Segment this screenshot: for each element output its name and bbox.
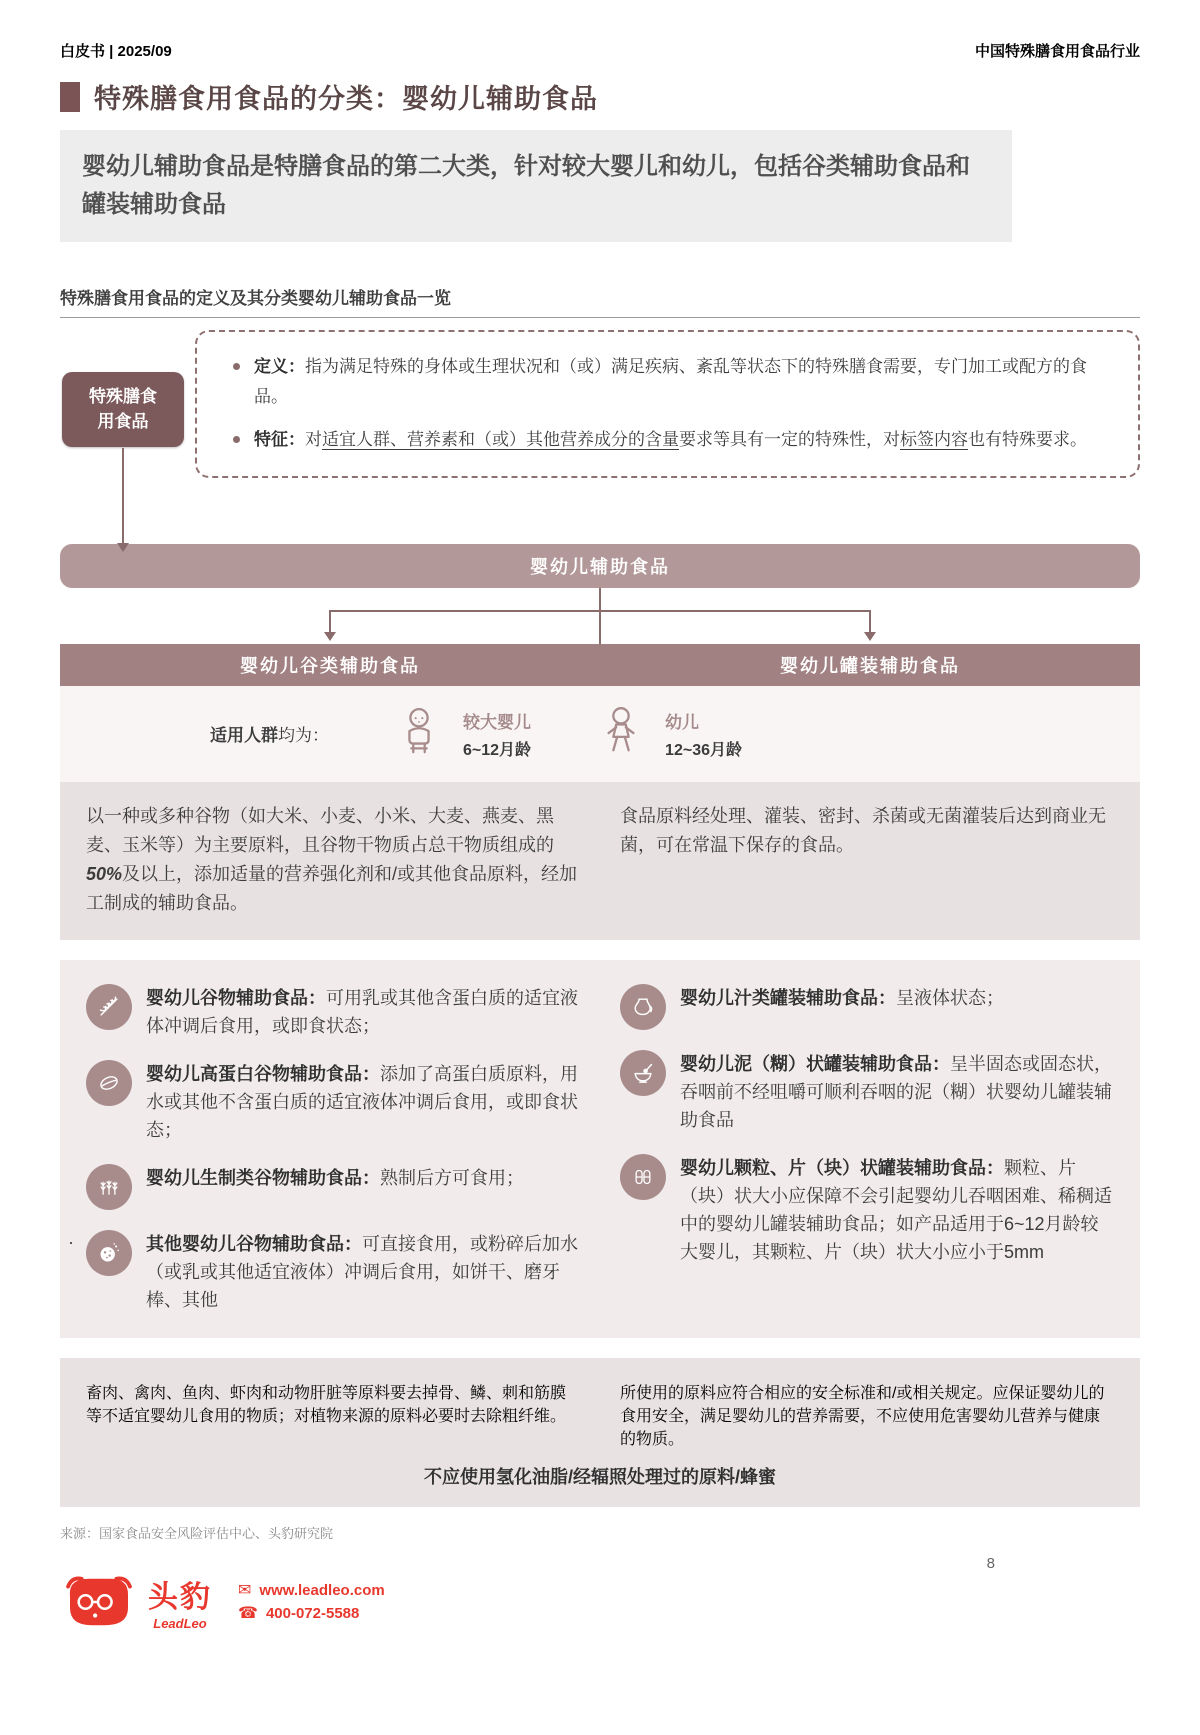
cereal-items-column xyxy=(68,984,580,1315)
special-diet-food-node: 特殊膳食 用食品 xyxy=(62,372,184,447)
section-heading: 特殊膳食用食品的定义及其分类婴幼儿辅助食品一览 xyxy=(60,288,451,308)
list-item: 婴幼儿泥（糊）状罐装辅助食品：呈半固态或固态状，吞咽前不经咀嚼可顺利吞咽的泥（糊）状婴幼儿罐装辅助食品 xyxy=(620,1050,1114,1134)
website-row xyxy=(238,1580,385,1600)
page-title: 特殊膳食用食品的分类：婴幼儿辅助食品 xyxy=(94,84,598,114)
safety-requirement: 所使用的原料应符合相应的安全标准和/或相关规定。应保证婴幼儿的食用安全，满足婴幼儿的营养需要，不应使用危害婴幼儿营养与健康的物质。 xyxy=(620,1385,1105,1449)
grain-icon xyxy=(86,1164,132,1210)
arrowhead-icon xyxy=(864,632,876,641)
intro-band xyxy=(60,782,1140,940)
wheat-icon xyxy=(86,984,132,1030)
definition-box xyxy=(195,330,1140,478)
list-item: · 其他婴幼儿谷物辅助食品：可直接食用，或粉碎后加水（或乳或其他适宜液体）冲调后食用，如饼干、磨牙棒、其他 xyxy=(68,1232,578,1311)
list-item: 婴幼儿生制类谷物辅助食品：熟制后方可食用； xyxy=(86,1164,580,1210)
title-row xyxy=(60,77,1140,116)
list-item: 婴幼儿高蛋白谷物辅助食品：添加了高蛋白质原料，用水或其他不含蛋白质的适宜液体冲调后食用，或即食状态； xyxy=(86,1060,580,1144)
pills-icon xyxy=(620,1154,666,1200)
prohibited-note: 不应使用氢化油脂/经辐照处理过的原料/蜂蜜 xyxy=(424,1467,776,1488)
meat-requirement: 畜肉、禽肉、鱼肉、虾肉和动物肝脏等原料要去掉骨、鳞、刺和筋膜等不适宜婴幼儿食用的物质；对植物来源的原料必要时去除粗纤维。 xyxy=(86,1385,567,1426)
website-text: www.leadleo.com xyxy=(259,1581,385,1599)
definition-region xyxy=(60,330,1140,482)
branch-canned: 婴幼儿罐装辅助食品 xyxy=(780,655,960,676)
title-bullet xyxy=(60,82,80,112)
branch-cereal: 婴幼儿谷类辅助食品 xyxy=(240,655,420,676)
items-band xyxy=(60,960,1140,1339)
list-item: 婴幼儿谷物辅助食品：可用乳或其他含蛋白质的适宜液体冲调后食用，或即食状态； xyxy=(86,984,580,1040)
arrowhead-icon xyxy=(117,543,129,552)
bullet-dot-icon xyxy=(233,436,240,443)
canned-intro: 食品原料经处理、灌装、密封、杀菌或无菌灌装后达到商业无菌，可在常温下保存的食品。 xyxy=(620,805,1106,855)
summary-text: 婴幼儿辅助食品是特膳食品的第二大类，针对较大婴儿和幼儿，包括谷类辅助食品和罐装辅助食品 xyxy=(82,153,970,218)
brand-block xyxy=(148,1572,212,1631)
phone-icon: ☎ xyxy=(238,1605,258,1623)
jug-icon xyxy=(620,984,666,1030)
leadleo-logo xyxy=(60,1573,138,1631)
audience-group-infant: 较大婴儿 6~12月龄 xyxy=(397,705,531,763)
stray-bullet: · xyxy=(68,1232,74,1253)
bean-icon xyxy=(86,1060,132,1106)
bullet-dot-icon xyxy=(233,363,240,370)
baby-icon xyxy=(397,705,441,763)
canned-items-column xyxy=(620,984,1114,1315)
page-footer xyxy=(60,1572,1140,1631)
bowl-icon xyxy=(620,1050,666,1096)
audience-row xyxy=(60,686,1140,782)
tree-connector xyxy=(60,588,1140,644)
audience-label: 适用人群均为： xyxy=(210,726,329,746)
source-line: 来源：国家食品安全风险评估中心、头豹研究院 xyxy=(60,1526,334,1542)
feature-text: 特征：对适宜人群、营养素和（或）其他营养成分的含量要求等具有一定的特殊性，对标签内容也有特殊要求。 xyxy=(254,430,1087,450)
page-header xyxy=(60,40,1140,61)
feature-bullet xyxy=(233,425,1114,455)
tree-root-bar: 婴幼儿辅助食品 xyxy=(60,544,1140,588)
toddler-icon xyxy=(599,705,643,763)
definition-text: 定义：指为满足特殊的身体或生理状况和（或）满足疾病、紊乱等状态下的特殊膳食需要，专门加工或配方的食品。 xyxy=(254,356,1087,406)
requirements-band xyxy=(60,1358,1140,1507)
list-item: 婴幼儿颗粒、片（块）状罐装辅助食品：颗粒、片（块）状大小应保障不会引起婴幼儿吞咽困难、稀稠适中的婴幼儿罐装辅助食品；如产品适用于6~12月龄较大婴儿，其颗粒、片（块）状大小应小于5mm xyxy=(620,1154,1114,1266)
list-item: 婴幼儿汁类罐装辅助食品：呈液体状态； xyxy=(620,984,1114,1030)
email-icon: ✉ xyxy=(238,1582,252,1600)
doc-type-date: 白皮书 | 2025/09 xyxy=(60,43,172,60)
page-number: 8 xyxy=(986,1555,995,1572)
brand-subname: LeadLeo xyxy=(153,1616,207,1632)
down-arrow-connector xyxy=(122,448,124,544)
audience-group-toddler: 幼儿 12~36月龄 xyxy=(599,705,742,763)
contact-block xyxy=(238,1577,385,1626)
branch-header-bar xyxy=(60,644,1140,686)
phone-text: 400-072-5588 xyxy=(265,1604,360,1622)
phone-row xyxy=(238,1603,385,1623)
industry-label: 中国特殊膳食用食品行业 xyxy=(974,43,1140,60)
section-divider xyxy=(60,317,1140,318)
cookie-icon xyxy=(86,1230,132,1276)
summary-box xyxy=(60,130,1012,242)
definition-bullet xyxy=(233,352,1114,412)
arrowhead-icon xyxy=(324,632,336,641)
brand-name: 头豹 xyxy=(148,1581,212,1615)
cereal-intro: 以一种或多种谷物（如大米、小麦、小米、大麦、燕麦、黑麦、玉米等）为主要原料，且谷物干物质占总干物质组成的50%及以上，添加适量的营养强化剂和/或其他食品原料，经加工制成的辅助食品。 xyxy=(86,805,578,914)
